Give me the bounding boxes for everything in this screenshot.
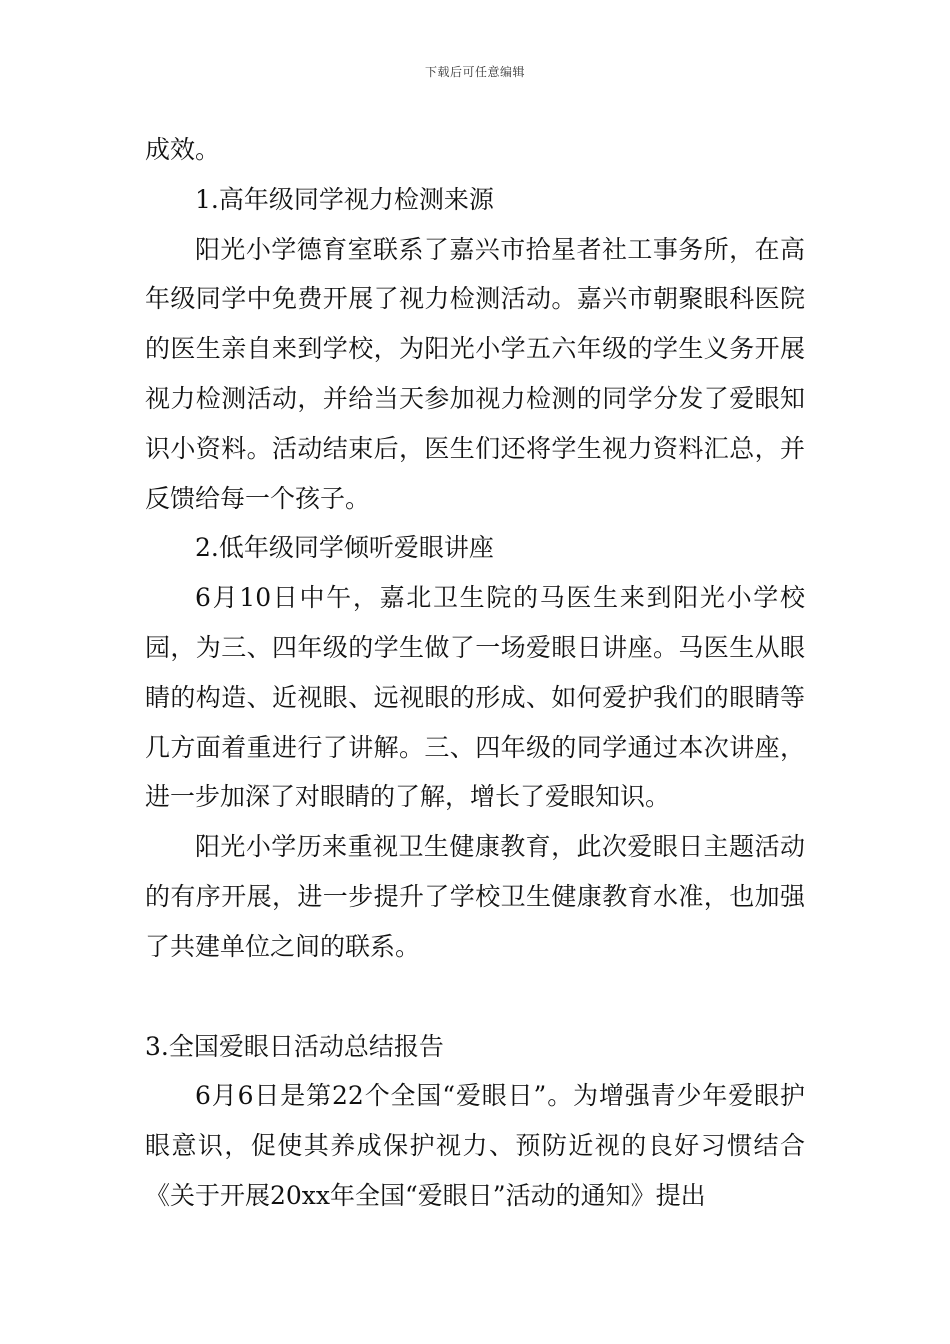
section-heading-2: 2.低年级同学倾听爱眼讲座 (195, 533, 494, 563)
section-heading-3: 3.全国爱眼日活动总结报告 (145, 1031, 444, 1061)
paragraph-summary: 阳光小学历来重视卫生健康教育，此次爱眼日主题活动的有序开展，进一步提升了学校卫生健康教育水准，也加强了共建单位之间的联系。 (145, 832, 805, 961)
section-heading-1: 1.高年级同学视力检测来源 (195, 184, 494, 214)
paragraph-eye-day: 6月6日是第22个全国“爱眼日”。为增强青少年爱眼护眼意识，促使其养成保护视力、预防近视的良好习惯结合《关于开展20xx年全国“爱眼日”活动的通知》提出 (145, 1081, 805, 1210)
document-body (145, 125, 805, 1221)
page-header: 下载后可任意编辑 (424, 65, 525, 79)
paragraph-continuation: 成效。 (145, 135, 221, 164)
paragraph-eye-lecture: 6月10日中午，嘉北卫生院的马医生来到阳光小学校园，为三、四年级的学生做了一场爱眼日讲座。马医生从眼睛的构造、近视眼、远视眼的形成、如何爱护我们的眼睛等几方面着重进行了讲解。三、四年级的同学通过本次讲座，进一步加深了对眼睛的了解，增长了爱眼知识。 (145, 583, 805, 812)
paragraph-vision-check: 阳光小学德育室联系了嘉兴市拾星者社工事务所，在高年级同学中免费开展了视力检测活动。嘉兴市朝聚眼科医院的医生亲自来到学校，为阳光小学五六年级的学生义务开展视力检测活动，并给当天参加视力检测的同学分发了爱眼知识小资料。活动结束后，医生们还将学生视力资料汇总，并反馈给每一个孩子。 (145, 234, 805, 513)
